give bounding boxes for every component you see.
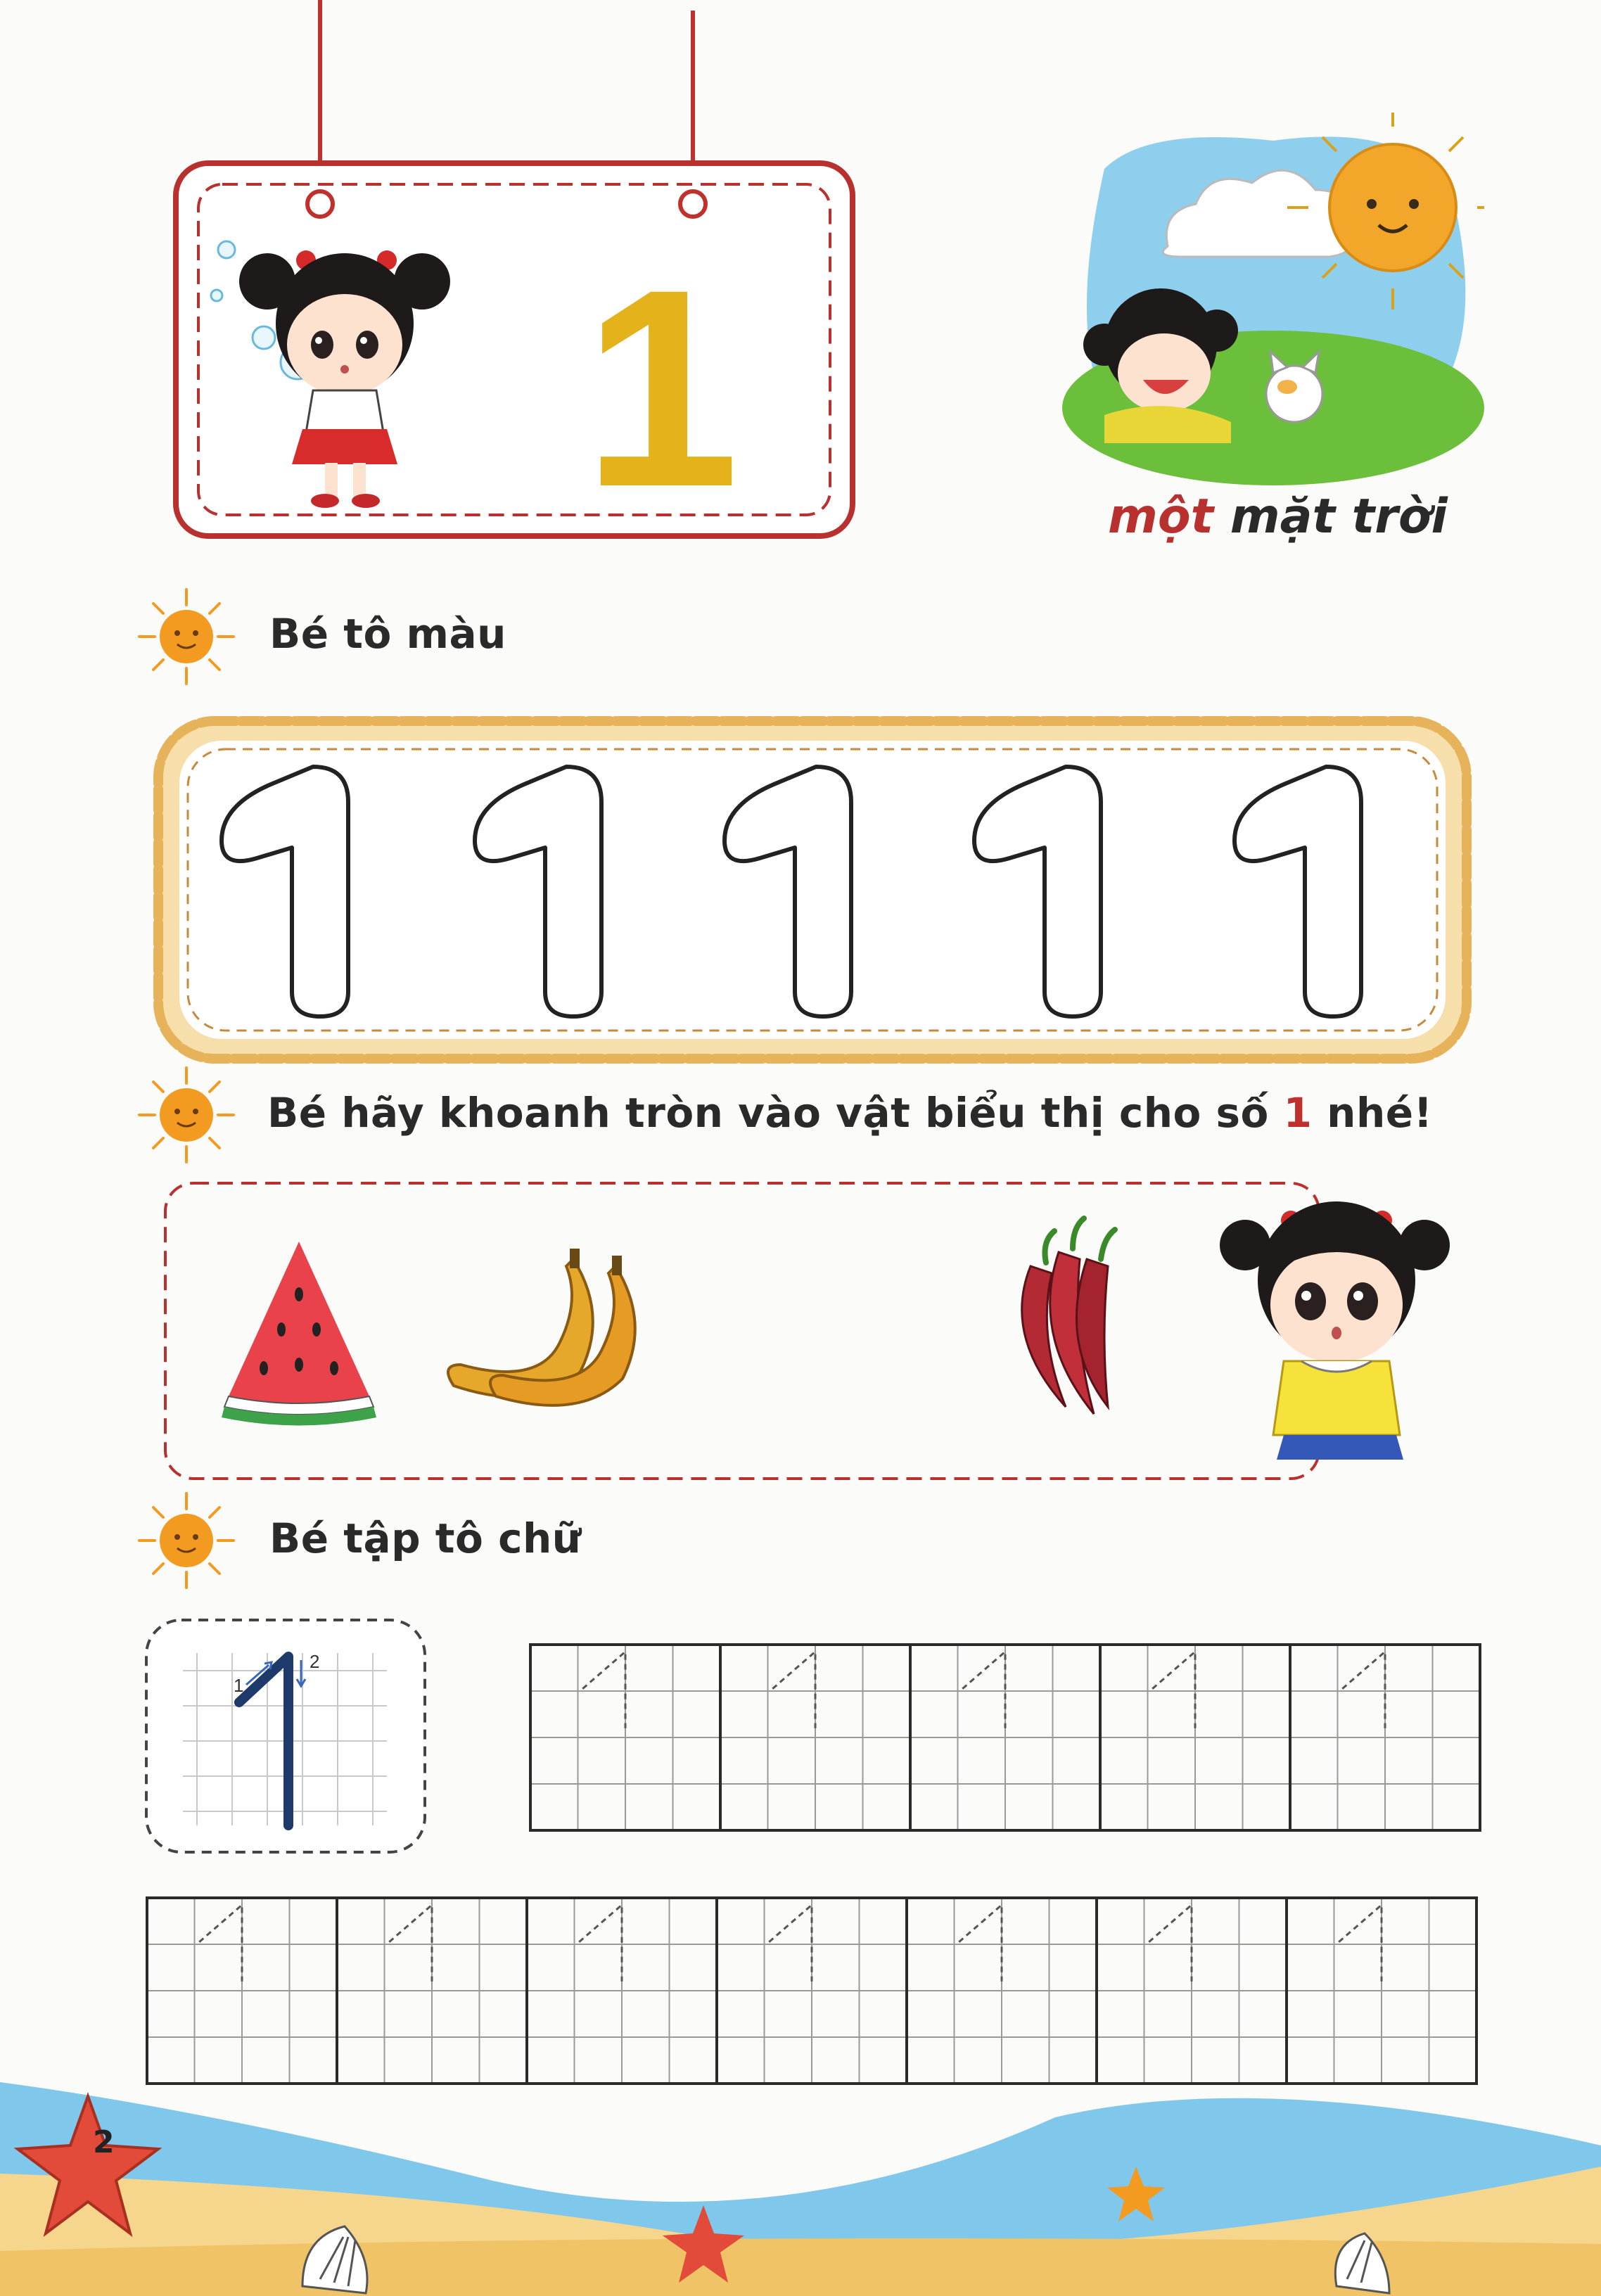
tracing-guide: [141, 1614, 436, 1861]
section-title-color: Bé tô màu: [269, 610, 506, 658]
number-card: [169, 0, 865, 556]
watermelon-icon: [222, 1242, 376, 1426]
trace-number-1: [199, 1905, 242, 1982]
trace-number-1: [1339, 1905, 1382, 1982]
sun-icon: [134, 1062, 239, 1168]
trace-number-1: [1342, 1652, 1385, 1728]
trace-number-1: [772, 1652, 815, 1728]
sun-scene-illustration: [1062, 113, 1484, 492]
trace-number-1: [769, 1905, 812, 1982]
trace-number-1: [962, 1652, 1005, 1728]
banana-icon: [448, 1249, 635, 1405]
trace-number-1: [1149, 1905, 1192, 1982]
section-title-trace: Bé tập tô chữ: [269, 1514, 582, 1562]
trace-number-1: [582, 1652, 625, 1728]
tracing-row: [528, 1639, 1484, 1836]
chili-pepper-icon: [1022, 1218, 1115, 1414]
trace-number-1: [579, 1905, 622, 1982]
svg-text:1: 1: [234, 1675, 244, 1696]
trace-number-1: [1152, 1652, 1195, 1728]
trace-number-1: [389, 1905, 432, 1982]
sun-icon: [134, 584, 239, 689]
caption: một mặt trời: [1108, 489, 1448, 544]
section-title-circle: Bé hãy khoanh tròn vào vật biểu thị cho số 1 nhé!: [267, 1089, 1433, 1137]
sun-icon: [134, 1488, 239, 1593]
coloring-frame: [144, 707, 1481, 1073]
beach-footer: [0, 2068, 1601, 2296]
girl-illustration: [1220, 1201, 1450, 1460]
big-number: 1: [582, 231, 740, 545]
trace-number-1: [959, 1905, 1002, 1982]
circle-items-frame: [158, 1175, 1481, 1491]
svg-text:2: 2: [310, 1651, 320, 1672]
tracing-row: [144, 1892, 1484, 2089]
page-number: 2: [93, 2124, 115, 2160]
